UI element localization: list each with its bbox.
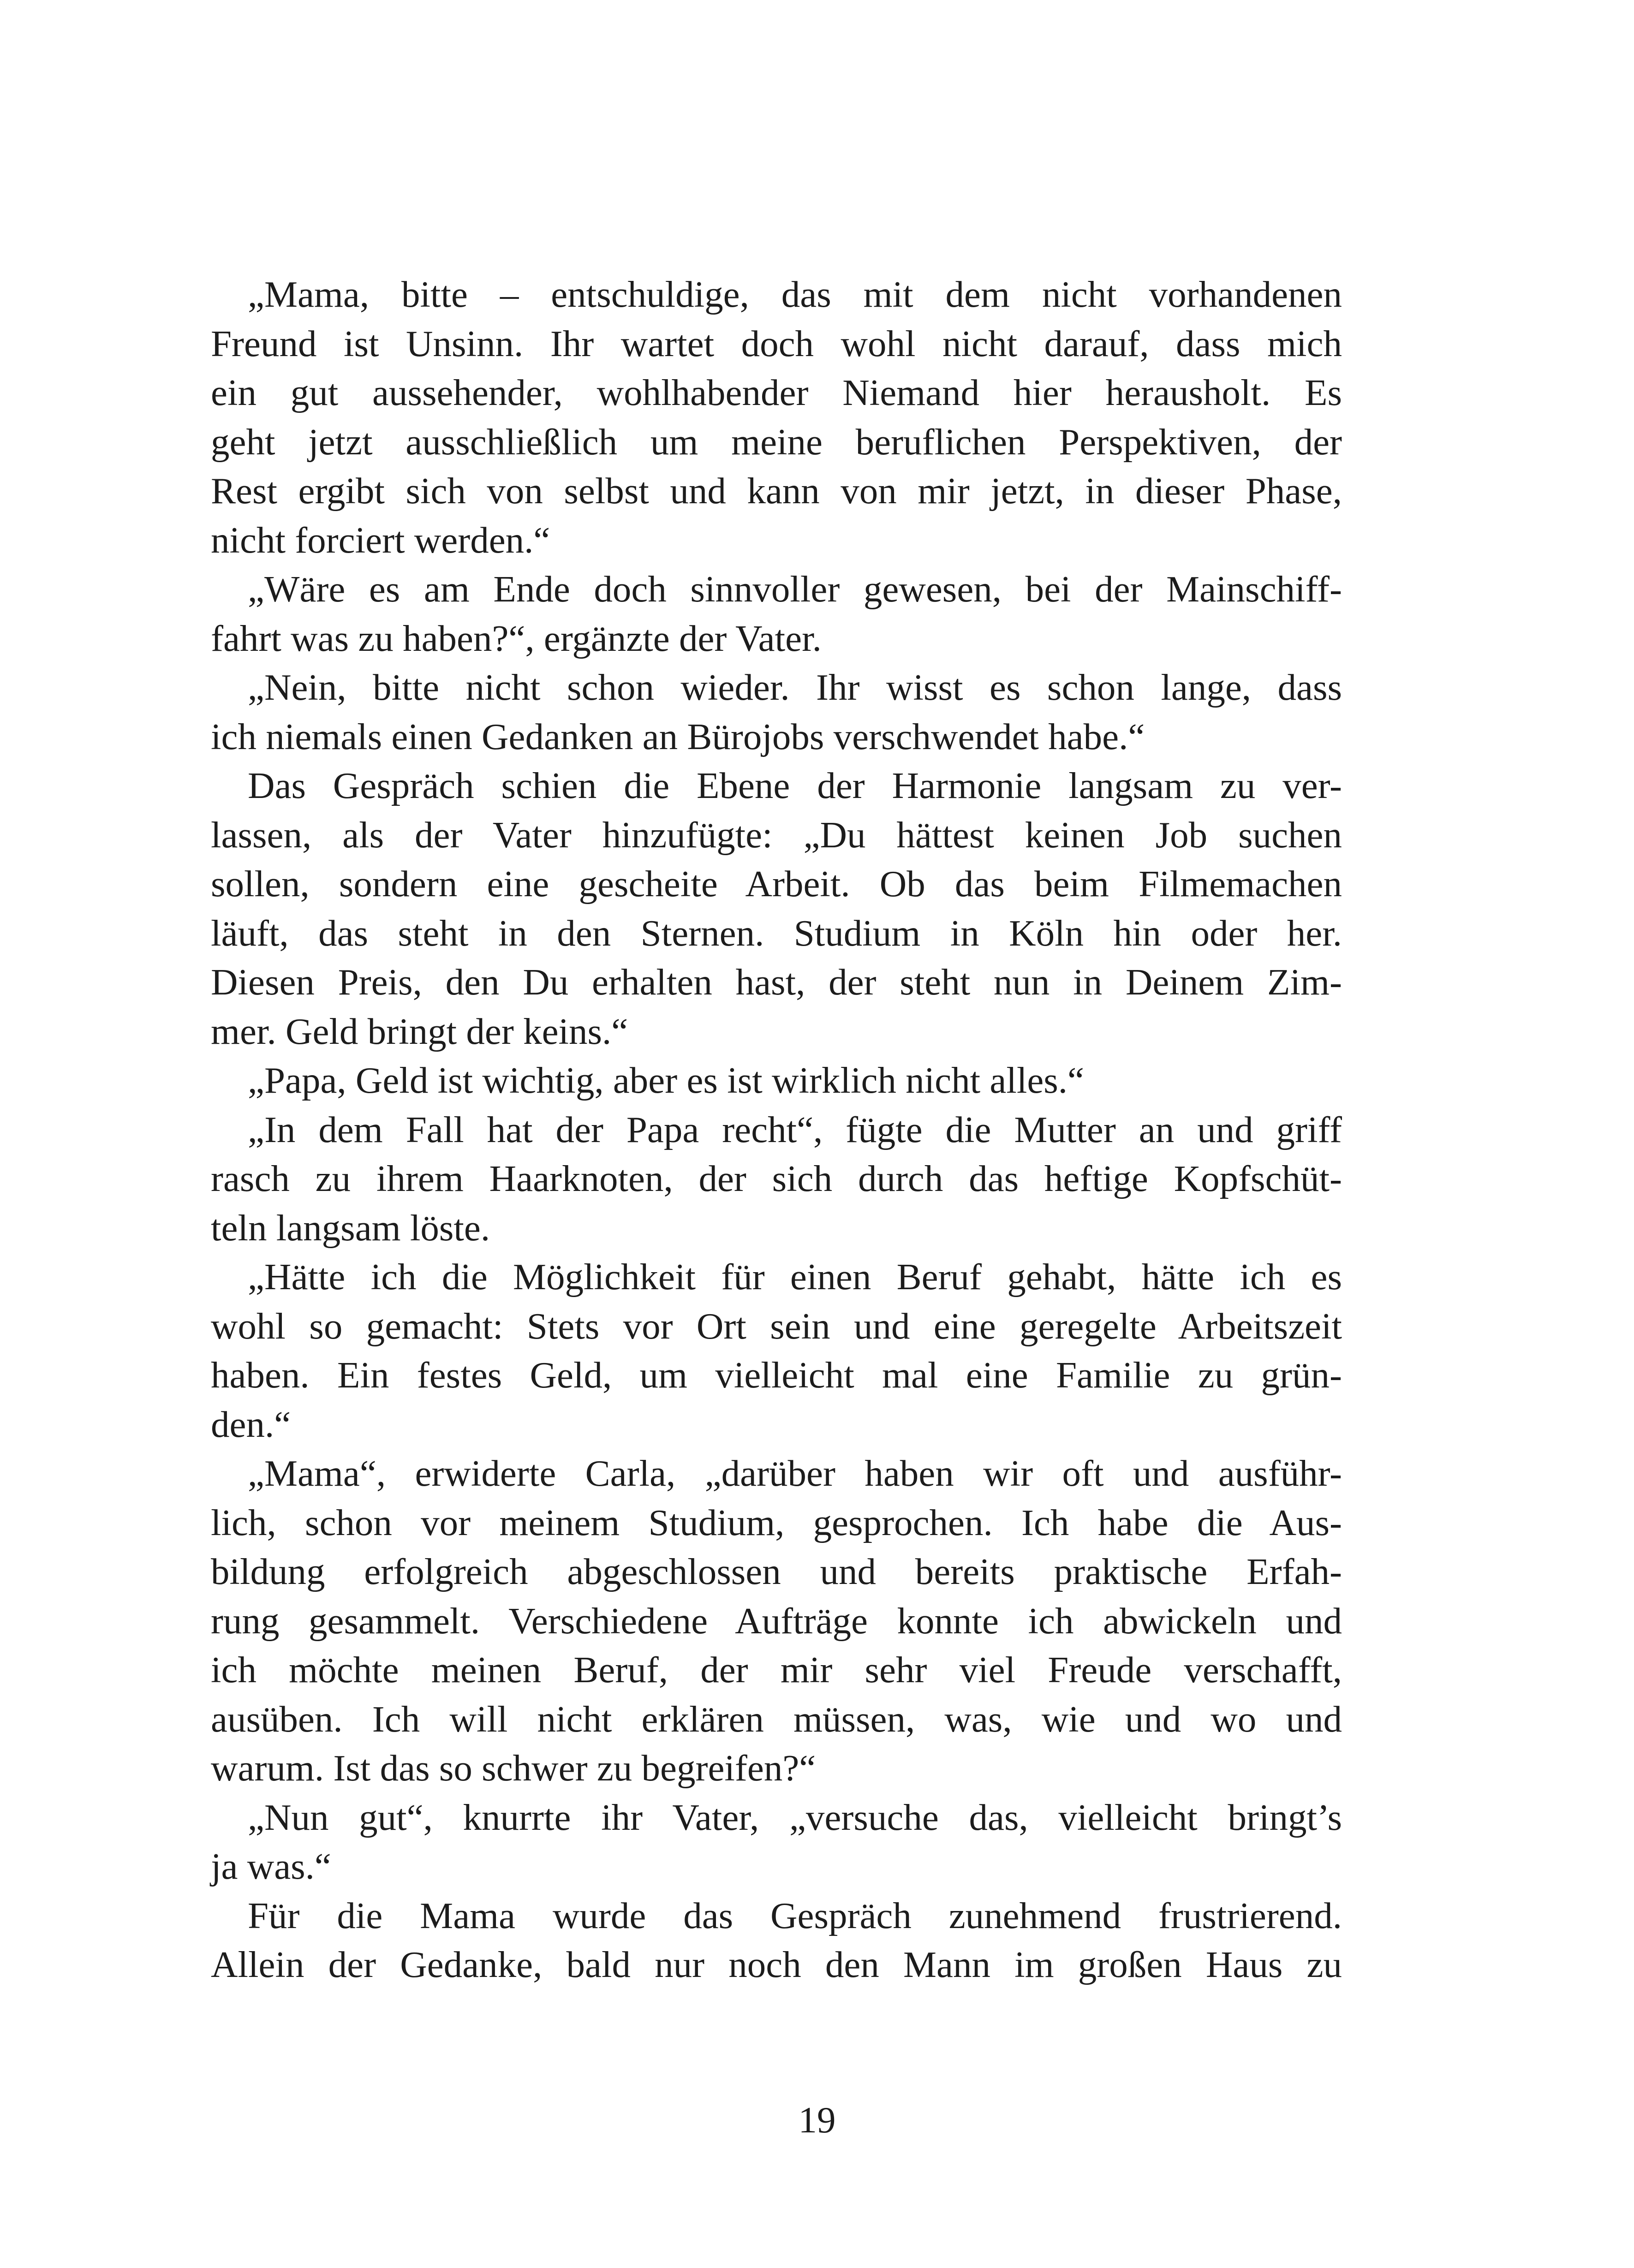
text-line: „In dem Fall hat der Papa recht“, fügte die Mutter an und griff <box>248 1108 1342 1150</box>
text-line: ich niemals einen Gedanken an Bürojobs verschwendet habe.“ <box>211 715 1145 757</box>
body-text <box>211 270 1342 1989</box>
text-line: ausüben. Ich will nicht erklären müssen, was, wie und wo und <box>211 1698 1342 1740</box>
text-line: wohl so gemacht: Stets vor Ort sein und eine geregelte Arbeitszeit <box>211 1305 1342 1347</box>
text-line: „Wäre es am Ende doch sinnvoller gewesen, bei der Mainschiff- <box>248 568 1342 610</box>
text-line: fahrt was zu haben?“, ergänzte der Vater. <box>211 617 822 659</box>
text-line: „Mama“, erwiderte Carla, „darüber haben wir oft und ausführ- <box>248 1452 1342 1494</box>
text-line: ja was.“ <box>211 1845 331 1887</box>
text-line: den.“ <box>211 1403 291 1445</box>
text-line: „Nun gut“, knurrte ihr Vater, „versuche das, vielleicht bringt’s <box>248 1796 1342 1838</box>
text-line: haben. Ein festes Geld, um vielleicht mal eine Familie zu grün- <box>211 1354 1342 1396</box>
text-line: „Papa, Geld ist wichtig, aber es ist wirklich nicht alles.“ <box>248 1060 1085 1101</box>
text-line: nicht forciert werden.“ <box>211 519 550 561</box>
text-line: Diesen Preis, den Du erhalten hast, der steht nun in Deinem Zim- <box>211 961 1342 1003</box>
text-line: läuft, das steht in den Sternen. Studium in Köln hin oder her. <box>211 912 1342 954</box>
text-line: lich, schon vor meinem Studium, gesprochen. Ich habe die Aus- <box>211 1501 1342 1543</box>
text-line: Allein der Gedanke, bald nur noch den Mann im großen Haus zu <box>211 1944 1342 1985</box>
text-line: ich möchte meinen Beruf, der mir sehr viel Freude verschafft, <box>211 1649 1342 1691</box>
text-line: „Nein, bitte nicht schon wieder. Ihr wisst es schon lange, dass <box>248 667 1342 708</box>
text-line: sollen, sondern eine gescheite Arbeit. Ob das beim Filmemachen <box>211 863 1342 905</box>
text-line: teln langsam löste. <box>211 1207 490 1249</box>
text-line: Für die Mama wurde das Gespräch zunehmend frustrierend. <box>248 1894 1342 1936</box>
text-line: warum. Ist das so schwer zu begreifen?“ <box>211 1747 816 1789</box>
text-line: Freund ist Unsinn. Ihr wartet doch wohl nicht darauf, dass mich <box>211 322 1342 364</box>
text-line: Rest ergibt sich von selbst und kann von mir jetzt, in dieser Phase, <box>211 470 1342 512</box>
text-line: „Mama, bitte – entschuldige, das mit dem nicht vorhandenen <box>248 274 1342 315</box>
text-line: lassen, als der Vater hinzufügte: „Du hättest keinen Job suchen <box>211 814 1342 856</box>
text-line: geht jetzt ausschließlich um meine beruflichen Perspektiven, der <box>211 421 1342 463</box>
text-line: „Hätte ich die Möglichkeit für einen Beruf gehabt, hätte ich es <box>248 1256 1342 1298</box>
text-line: rung gesammelt. Verschiedene Aufträge konnte ich abwickeln und <box>211 1600 1342 1642</box>
page-number: 19 <box>798 2099 836 2141</box>
text-line: mer. Geld bringt der keins.“ <box>211 1010 628 1052</box>
text-line: bildung erfolgreich abgeschlossen und bereits praktische Erfah- <box>211 1551 1342 1592</box>
text-line: rasch zu ihrem Haarknoten, der sich durch das heftige Kopfschüt- <box>211 1158 1342 1199</box>
text-line: Das Gespräch schien die Ebene der Harmonie langsam zu ver- <box>248 765 1342 806</box>
text-line: ein gut aussehender, wohlhabender Niemand hier herausholt. Es <box>211 372 1342 413</box>
